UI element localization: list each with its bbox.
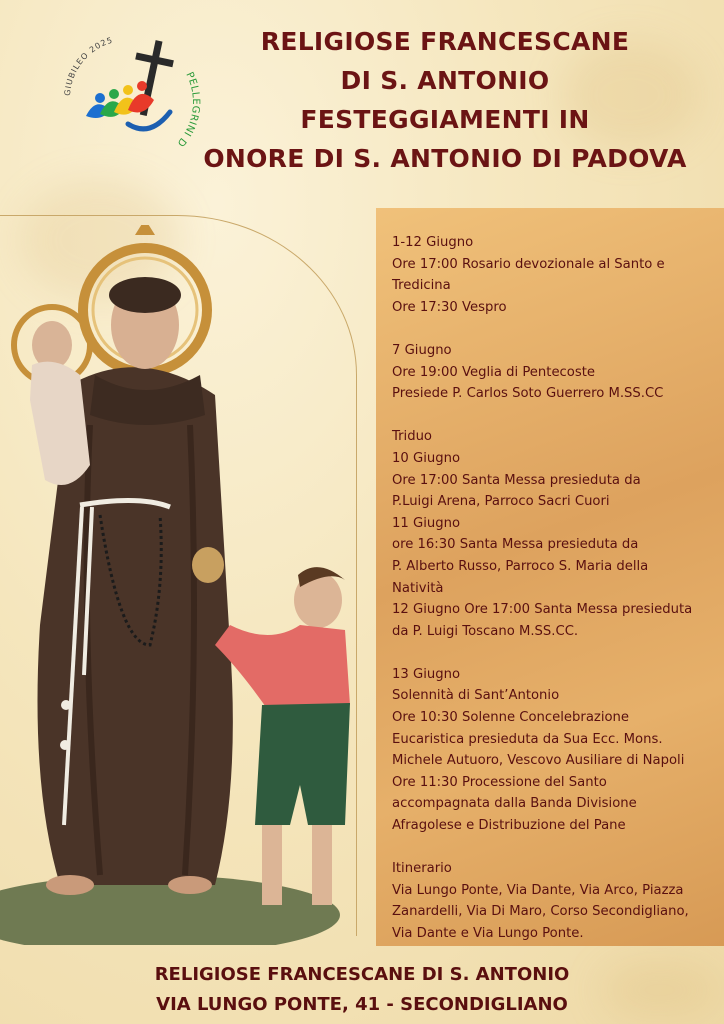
program-line: Ore 19:00 Veglia di Pentecoste (392, 364, 596, 380)
program-line: Ore 17:30 Vespro (392, 299, 507, 315)
program-text (392, 232, 722, 945)
program-line: 11 Giugno (392, 515, 461, 531)
program-line: Ore 11:30 Processione del Santo (392, 774, 607, 790)
saint-anthony-statue-image (0, 225, 360, 945)
title-line-4: ONORE DI S. ANTONIO DI PADOVA (203, 144, 687, 173)
program-line: Solennità di Sant’Antonio (392, 688, 560, 704)
program-line: Triduo (392, 429, 432, 445)
title-line-1: RELIGIOSE FRANCESCANE (260, 27, 630, 56)
program-line: 7 Giugno (392, 342, 452, 358)
program-line: accompagnata dalla Banda Divisione (392, 796, 637, 812)
program-line: Ore 17:00 Santa Messa presieduta da (392, 472, 641, 488)
logo-bottom-text: PELLEGRINI D (174, 70, 202, 149)
spacer (392, 837, 722, 859)
spacer (392, 642, 722, 664)
spacer (392, 405, 722, 427)
logo-top-text: GIUBILEO 2025 (62, 35, 115, 97)
program-line: Natività (392, 580, 444, 596)
spacer (392, 318, 722, 340)
program-line: Michele Autuoro, Vescovo Ausiliare di Napoli (392, 753, 685, 769)
program-line: da P. Luigi Toscano M.SS.CC. (392, 623, 579, 639)
program-line: Zanardelli, Via Di Maro, Corso Secondigliano, (392, 904, 689, 920)
program-line: 13 Giugno (392, 666, 461, 682)
program-line: Afragolese e Distribuzione del Pane (392, 818, 626, 834)
program-line: Ore 10:30 Solenne Concelebrazione (392, 710, 630, 726)
program-line: 1-12 Giugno (392, 235, 474, 250)
program-line: Via Dante e Via Lungo Ponte. (392, 926, 584, 941)
program-line: Itinerario (392, 861, 452, 877)
footer-line-1: RELIGIOSE FRANCESCANE DI S. ANTONIO (154, 964, 570, 985)
title-line-2: DI S. ANTONIO (340, 66, 550, 95)
program-line: 12 Giugno Ore 17:00 Santa Messa presieduta (392, 602, 693, 618)
program-line: Ore 17:00 Rosario devozionale al Santo e (392, 256, 665, 272)
footer-line-2: VIA LUNGO PONTE, 41 - SECONDIGLIANO (156, 994, 568, 1015)
program-line: P.Luigi Arena, Parroco Sacri Cuori (392, 494, 610, 510)
program-line: Eucaristica presieduta da Sua Ecc. Mons. (392, 731, 663, 747)
program-line: P. Alberto Russo, Parroco S. Maria della (392, 558, 649, 574)
poster-title (170, 22, 720, 178)
program-line: Via Lungo Ponte, Via Dante, Via Arco, Piazza (392, 882, 684, 898)
program-line: Presiede P. Carlos Soto Guerrero M.SS.CC (392, 386, 664, 402)
svg-text:GIUBILEO 2025 (63, 36, 114, 97)
program-line: 10 Giugno (392, 450, 461, 466)
title-line-3: FESTEGGIAMENTI IN (300, 105, 590, 134)
program-line: Tredicina (392, 278, 451, 294)
poster-footer (0, 960, 724, 1020)
program-line: ore 16:30 Santa Messa presieduta da (392, 537, 639, 553)
